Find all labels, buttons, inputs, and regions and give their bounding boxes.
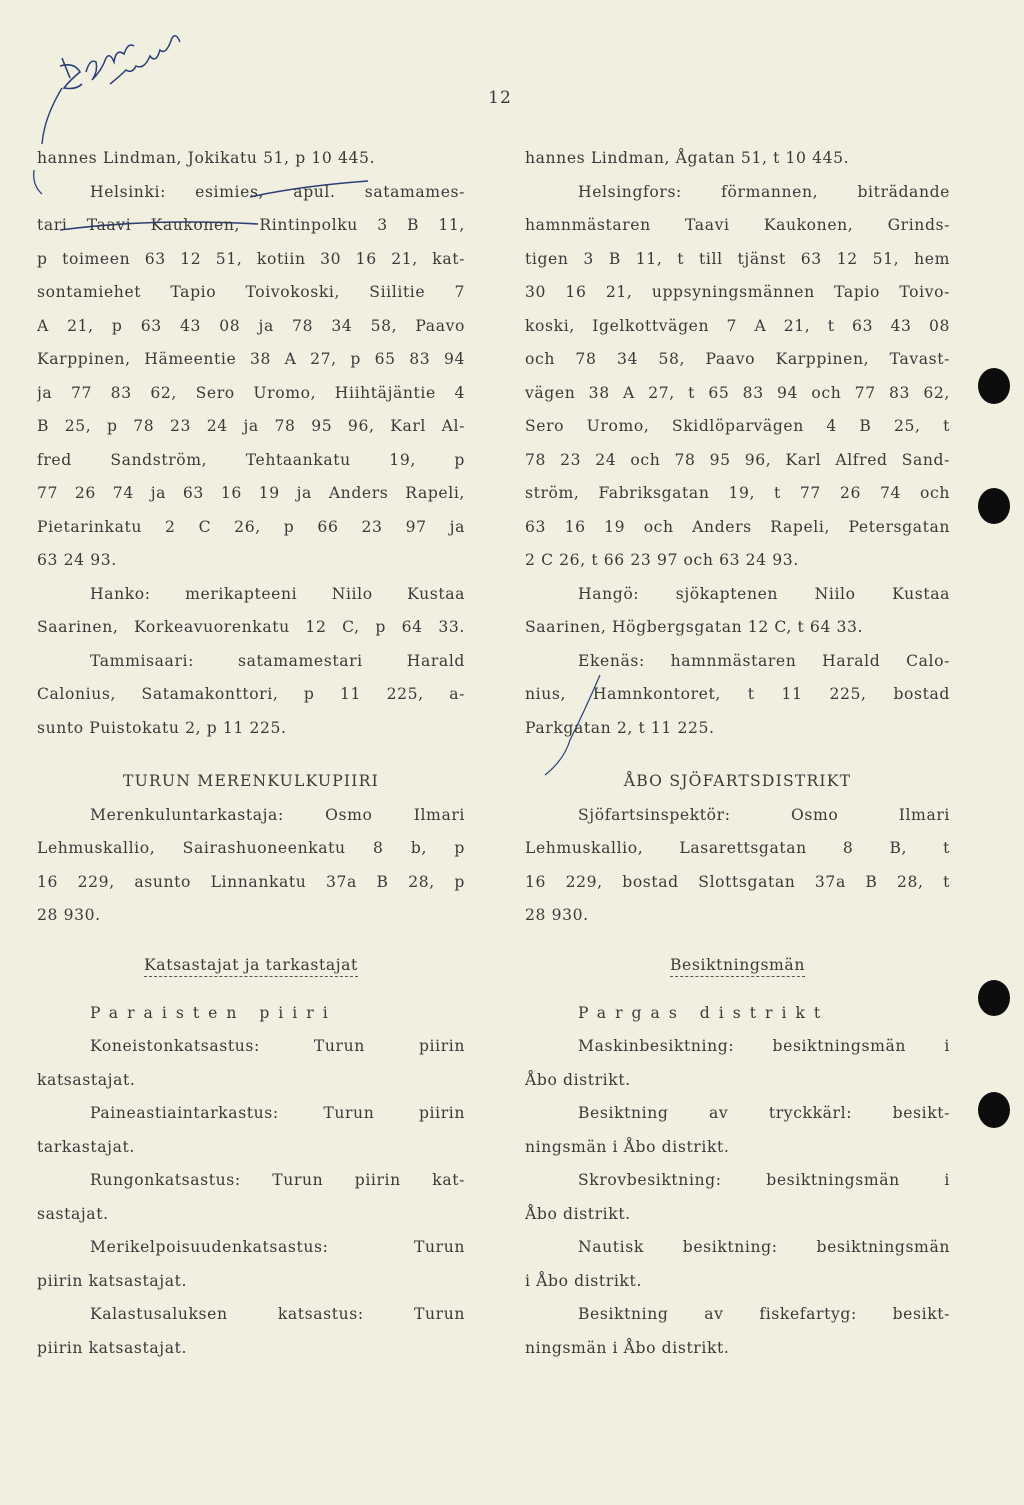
text-line: Pietarinkatu 2 C 26, p 66 23 97 ja <box>37 517 465 536</box>
text-line: 16 229, bostad Slottsgatan 37a B 28, t <box>525 872 950 891</box>
text-line: Merikelpoisuudenkatsastus: Turun <box>90 1238 465 1256</box>
text-line: Ekenäs: hamnmästaren Harald Calo- <box>578 651 950 670</box>
text-line: 77 26 74 ja 63 16 19 ja Anders Rapeli, <box>37 484 465 502</box>
text-line: Tammisaari: satamamestari Harald <box>90 651 465 670</box>
finnish-column <box>37 142 465 1365</box>
text-line: Lehmuskallio, Sairashuoneenkatu 8 b, p <box>37 839 465 857</box>
district-heading-swedish: ÅBO SJÖFARTSDISTRIKT <box>623 772 852 790</box>
right-block-inspector <box>525 799 950 933</box>
text-line: Nautisk besiktning: besiktningsmän <box>578 1238 950 1256</box>
page-number: 12 <box>488 88 512 108</box>
subheading-swedish: Besiktningsmän <box>525 945 950 985</box>
text-line: tari Taavi Kaukonen, Rintinpolku 3 B 11, <box>37 216 465 234</box>
text-line: sontamiehet Tapio Toivokoski, Siilitie 7 <box>37 283 465 301</box>
text-line: hannes Lindman, Ågatan 51, t 10 445. <box>525 149 850 167</box>
left-block-helsinki <box>37 142 465 745</box>
text-line: Calonius, Satamakonttori, p 11 225, a- <box>37 685 465 703</box>
text-line: Sero Uromo, Skidlöparvägen 4 B 25, t <box>525 417 950 435</box>
binder-hole <box>978 488 1010 524</box>
text-line: ningsmän i Åbo distrikt. <box>525 1137 730 1156</box>
text-line: hannes Lindman, Jokikatu 51, p 10 445. <box>37 149 376 167</box>
swedish-column <box>525 142 950 1365</box>
text-line: Kalastusaluksen katsastus: Turun <box>90 1305 465 1323</box>
text-line: Karppinen, Hämeentie 38 A 27, p 65 83 94 <box>37 350 465 368</box>
text-line: tarkastajat. <box>37 1137 135 1156</box>
text-line: Helsingfors: förmannen, biträdande <box>578 182 950 201</box>
text-line: 16 229, asunto Linnankatu 37a B 28, p <box>37 872 465 891</box>
text-line: B 25, p 78 23 24 ja 78 95 96, Karl Al- <box>37 417 465 435</box>
text-line: Hangö: sjökaptenen Niilo Kustaa <box>578 584 950 603</box>
text-line: Åbo distrikt. <box>525 1204 631 1223</box>
text-line: Sjöfartsinspektör: Osmo Ilmari <box>578 805 950 824</box>
text-line: ja 77 83 62, Sero Uromo, Hiihtäjäntie 4 <box>37 383 465 402</box>
text-line: fred Sandström, Tehtaankatu 19, p <box>37 450 465 469</box>
text-line: 63 24 93. <box>37 551 117 569</box>
text-line: vägen 38 A 27, t 65 83 94 och 77 83 62, <box>525 383 950 402</box>
text-line: ström, Fabriksgatan 19, t 77 26 74 och <box>525 484 950 502</box>
text-line: sastajat. <box>37 1204 109 1223</box>
text-line: ningsmän i Åbo distrikt. <box>525 1338 730 1357</box>
text-line: katsastajat. <box>37 1070 136 1089</box>
handwritten-annotation <box>40 18 210 158</box>
text-line: piirin katsastajat. <box>37 1271 188 1290</box>
binder-hole <box>978 368 1010 404</box>
text-line: A 21, p 63 43 08 ja 78 34 58, Paavo <box>37 316 465 335</box>
district-name-finnish: Paraisten piiri <box>90 1003 337 1022</box>
text-line: Besiktning av tryckkärl: besikt- <box>578 1104 950 1122</box>
district-name-swedish: Pargas distrikt <box>578 1003 830 1022</box>
text-line: piirin katsastajat. <box>37 1338 188 1357</box>
left-block-inspector <box>37 799 465 933</box>
right-block-helsingfors <box>525 142 950 745</box>
text-line: och 78 34 58, Paavo Karppinen, Tavast- <box>525 350 950 368</box>
text-line: Skrovbesiktning: besiktningsmän i <box>578 1171 950 1189</box>
text-line: 78 23 24 och 78 95 96, Karl Alfred Sand- <box>525 450 950 469</box>
district-heading-finnish: TURUN MERENKULKUPIIRI <box>123 772 379 790</box>
text-line: Lehmuskallio, Lasarettsgatan 8 B, t <box>525 839 950 857</box>
text-line: i Åbo distrikt. <box>525 1271 642 1290</box>
text-line: 30 16 21, uppsyningsmännen Tapio Toivo- <box>525 283 950 301</box>
text-line: 2 C 26, t 66 23 97 och 63 24 93. <box>525 551 799 569</box>
text-line: Hanko: merikapteeni Niilo Kustaa <box>90 584 465 603</box>
text-line: sunto Puistokatu 2, p 11 225. <box>37 718 287 737</box>
text-line: 63 16 19 och Anders Rapeli, Petersgatan <box>525 517 950 536</box>
text-line: p toimeen 63 12 51, kotiin 30 16 21, kat- <box>37 249 465 268</box>
subheading-finnish: Katsastajat ja tarkastajat <box>37 945 465 985</box>
left-block-inspections <box>37 1030 465 1365</box>
text-line: Parkgatan 2, t 11 225. <box>525 718 715 737</box>
text-line: 28 930. <box>37 906 101 924</box>
text-line: tigen 3 B 11, t till tjänst 63 12 51, hem <box>525 249 950 268</box>
text-line: Merenkuluntarkastaja: Osmo Ilmari <box>90 805 465 824</box>
text-line: 28 930. <box>525 906 589 924</box>
text-line: Saarinen, Högbergsgatan 12 C, t 64 33. <box>525 618 864 636</box>
text-line: Maskinbesiktning: besiktningsmän i <box>578 1037 950 1055</box>
right-block-inspections <box>525 1030 950 1365</box>
text-line: Åbo distrikt. <box>525 1070 631 1089</box>
text-line: Koneistonkatsastus: Turun piirin <box>90 1037 465 1055</box>
text-line: Saarinen, Korkeavuorenkatu 12 C, p 64 33. <box>37 618 465 636</box>
text-line: Besiktning av fiskefartyg: besikt- <box>578 1305 950 1323</box>
text-line: Helsinki: esimies, apul. satamames- <box>90 182 465 201</box>
text-line: Paineastiaintarkastus: Turun piirin <box>90 1104 465 1122</box>
text-line: hamnmästaren Taavi Kaukonen, Grinds- <box>525 216 950 234</box>
binder-hole <box>978 980 1010 1016</box>
binder-hole <box>978 1092 1010 1128</box>
text-line: nius, Hamnkontoret, t 11 225, bostad <box>525 685 950 703</box>
text-line: koski, Igelkottvägen 7 A 21, t 63 43 08 <box>525 316 950 335</box>
text-line: Rungonkatsastus: Turun piirin kat- <box>90 1171 465 1189</box>
